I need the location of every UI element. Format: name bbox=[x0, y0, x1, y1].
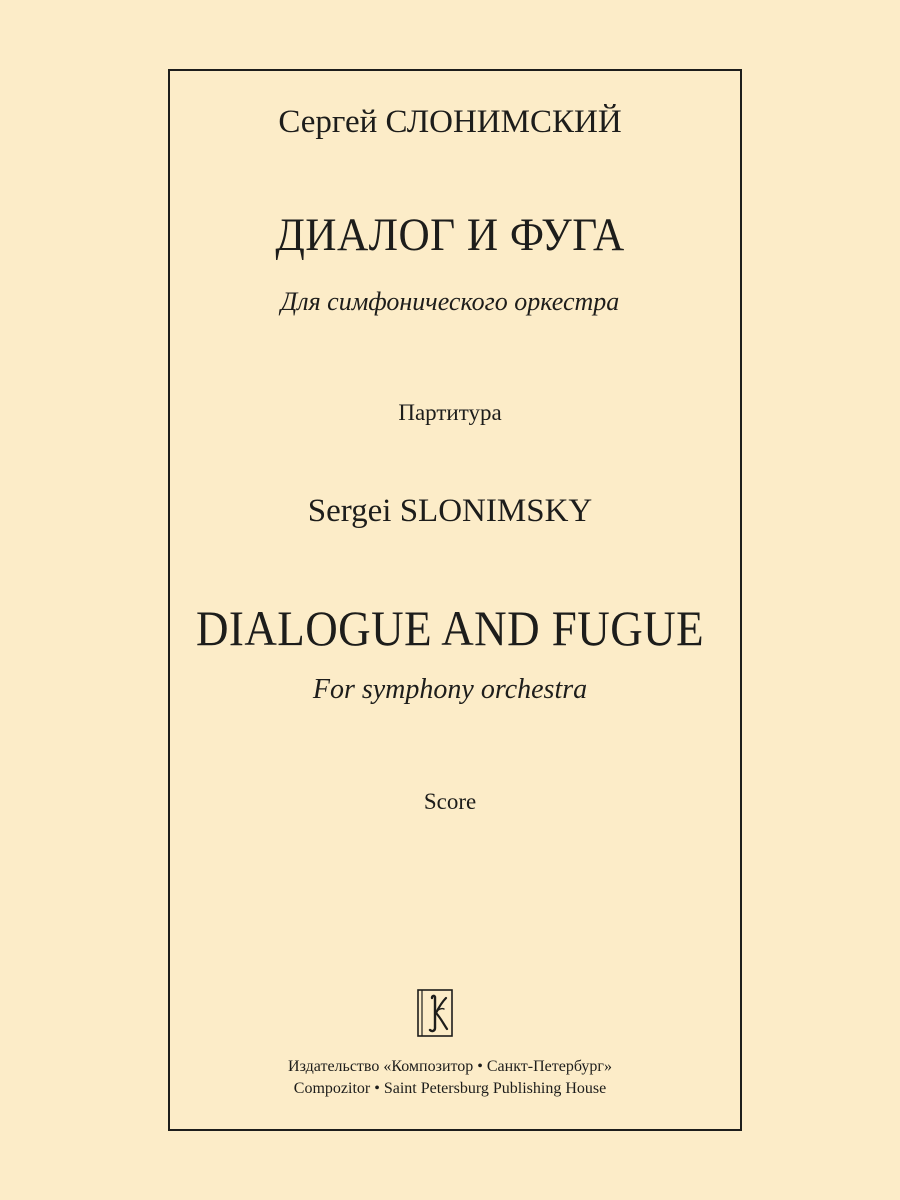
compozitor-logo-icon bbox=[416, 988, 454, 1038]
work-title-russian: ДИАЛОГ И ФУГА bbox=[275, 209, 625, 261]
instrumentation-russian: Для симфонического оркестра bbox=[280, 287, 620, 316]
edition-type-russian: Партитура bbox=[398, 400, 502, 425]
author-name-english: Sergei SLONIMSKY bbox=[307, 493, 593, 529]
publisher-line-russian: Издательство «Композитор • Санкт-Петербург» bbox=[288, 1058, 612, 1075]
instrumentation-english: For symphony orchestra bbox=[312, 674, 588, 705]
author-name-russian: Сергей СЛОНИМСКИЙ bbox=[278, 104, 622, 140]
edition-type-english: Score bbox=[423, 789, 477, 814]
publisher-line-english: Compozitor • Saint Petersburg Publishing House bbox=[293, 1080, 607, 1097]
work-title-english: DIALOGUE AND FUGUE bbox=[195, 600, 705, 656]
